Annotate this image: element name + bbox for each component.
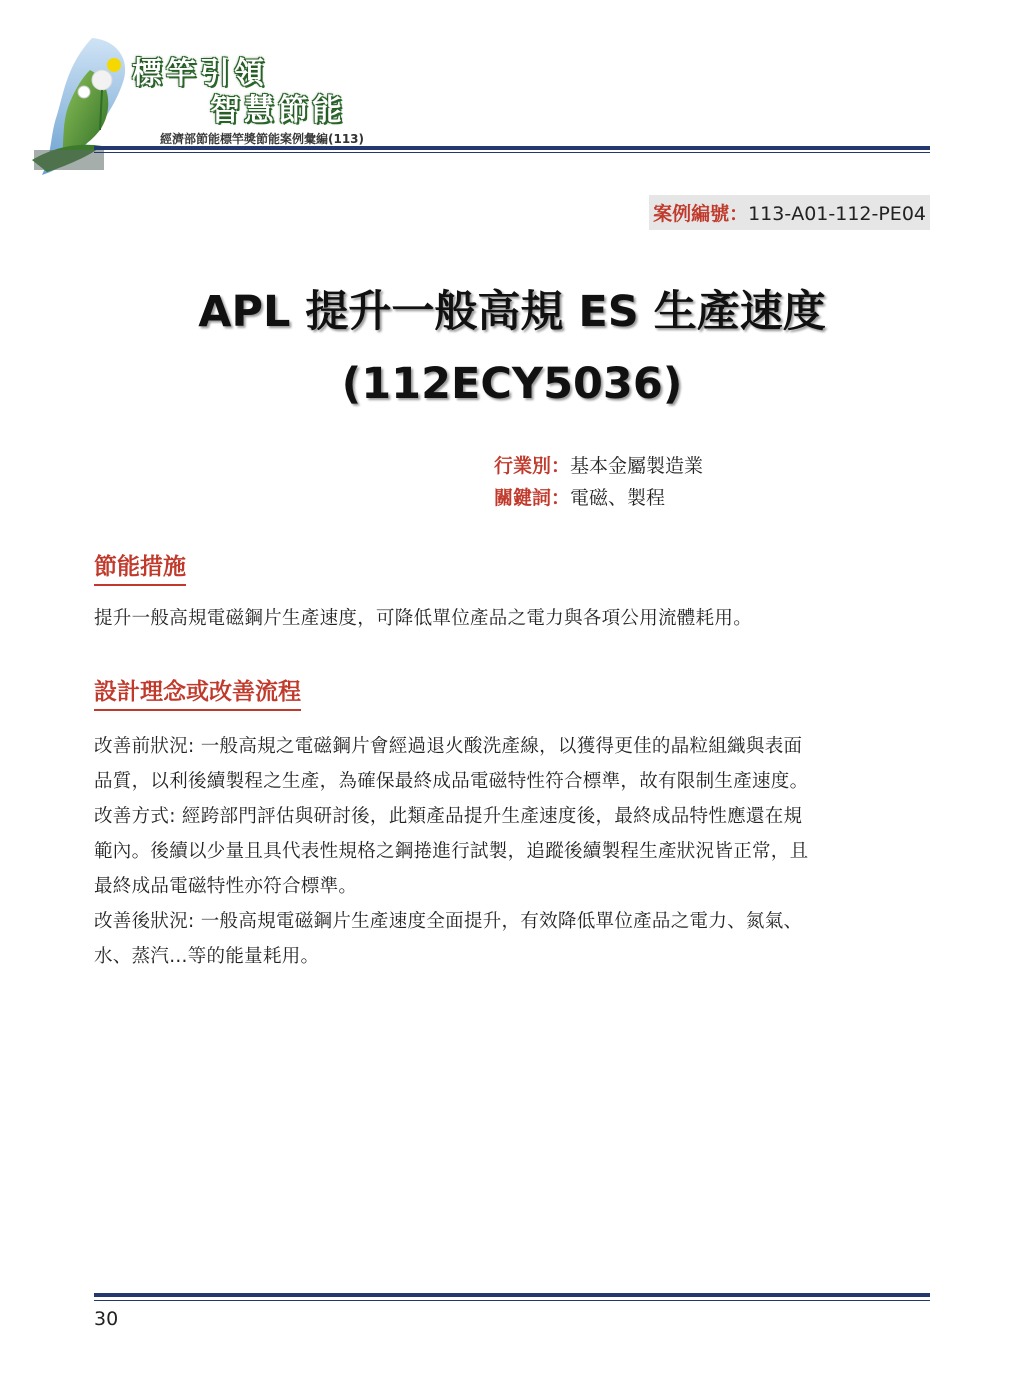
- page-header: [0, 0, 1024, 190]
- paragraph-line: 範內。後續以少量且具代表性規格之鋼捲進行試製，追蹤後續製程生產狀況皆正常，且: [94, 841, 809, 862]
- paragraph-line: 改善前狀況: 一般高規之電磁鋼片會經過退火酸洗產線，以獲得更佳的晶粒組織與表面: [94, 736, 803, 757]
- section-body-measures: [94, 601, 934, 636]
- case-number-box: [649, 195, 930, 230]
- section-heading-measures: 節能措施: [94, 548, 186, 586]
- case-number-label: 案例編號：: [653, 203, 749, 225]
- header-rule-thick: [94, 146, 930, 150]
- page-title-line2: (112ECY5036): [341, 359, 683, 409]
- page-title-line1: APL 提升一般高規 ES 生產速度: [198, 287, 826, 337]
- paragraph-line: 改善方式: 經跨部門評估與研討後，此類產品提升生產速度後，最終成品特性應還在規: [94, 806, 803, 827]
- section-body-design: [94, 729, 934, 974]
- paragraph-line: 提升一般高規電磁鋼片生產速度，可降低單位產品之電力與各項公用流體耗用。: [94, 608, 753, 629]
- logo-title-line1: 標竿引領: [132, 56, 268, 91]
- page-title: [94, 276, 930, 420]
- logo-title-line2: 智慧節能: [210, 93, 346, 128]
- industry-meta: [494, 451, 703, 478]
- paragraph-line: 最終成品電磁特性亦符合標準。: [94, 876, 358, 897]
- section-heading-design: 設計理念或改善流程: [94, 673, 301, 711]
- industry-label: 行業別：: [494, 455, 571, 477]
- case-number-value: 113-A01-112-PE04: [748, 203, 926, 225]
- keywords-value: 電磁、製程: [570, 487, 666, 509]
- footer-rule-thick: [94, 1293, 930, 1297]
- header-subtitle: 經濟部節能標竿獎節能案例彙編(113): [160, 132, 365, 146]
- keywords-label: 關鍵詞：: [494, 487, 571, 509]
- industry-value: 基本金屬製造業: [570, 455, 704, 477]
- paragraph-line: 品質，以利後續製程之生產，為確保最終成品電磁特性符合標準，故有限制生產速度。: [94, 771, 809, 792]
- page-number: 30: [94, 1308, 119, 1330]
- header-rule-thin: [94, 152, 930, 153]
- keywords-meta: [494, 483, 665, 510]
- paragraph-line: 水、蒸汽...等的能量耗用。: [94, 946, 320, 967]
- footer-rule-thin: [94, 1300, 930, 1301]
- paragraph-line: 改善後狀況: 一般高規電磁鋼片生產速度全面提升，有效降低單位產品之電力、氮氣、: [94, 911, 803, 932]
